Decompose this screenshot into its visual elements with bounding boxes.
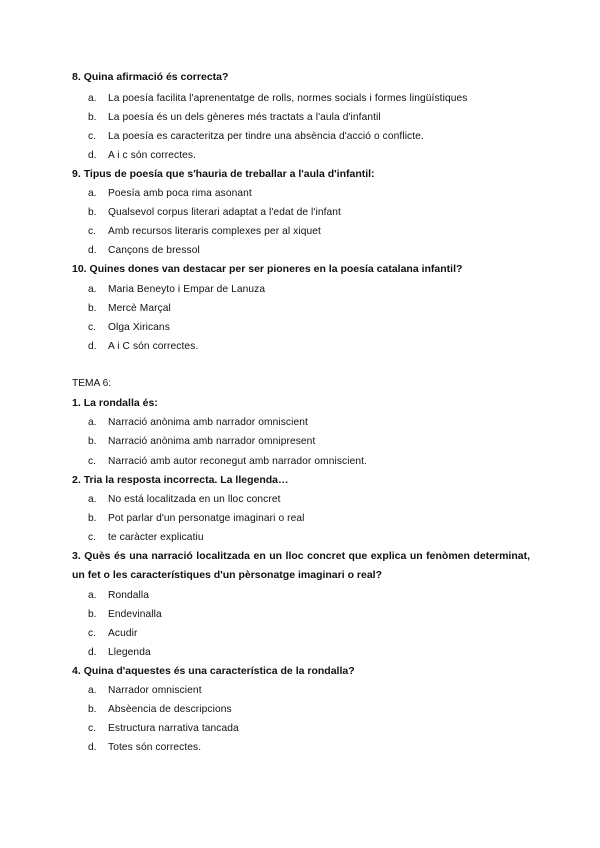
question-10: 10. Quines dones van destacar per ser pioneres en la poesía catalana infantil? <box>72 263 463 275</box>
tema6-question-1: 1. La rondalla és: <box>72 397 158 409</box>
tema6-question-4-option-b: b. Absèencia de descripcions <box>88 704 232 715</box>
tema6-question-2-option-c: c. te caràcter explicatiu <box>88 532 204 543</box>
question-8-option-c: c. La poesía es caracteritza per tindre una absència d'acció o conflicte. <box>88 131 424 142</box>
question-8-option-b: b. La poesía és un dels gèneres més tractats a l'aula d'infantil <box>88 112 381 123</box>
question-10-option-c: c. Olga Xiricans <box>88 322 170 333</box>
question-9-option-c: c. Amb recursos literaris complexes per al xiquet <box>88 226 321 237</box>
question-8-option-a: a. La poesía facilita l'aprenentatge de rolls, normes socials i formes lingüístiques <box>88 93 468 104</box>
section-title: TEMA 6: <box>72 378 112 389</box>
tema6-question-3-option-d: d. Llegenda <box>88 647 151 658</box>
question-10-option-a: a. Maria Beneyto i Empar de Lanuza <box>88 284 266 295</box>
tema6-question-1-option-a: a. Narració anònima amb narrador omniscient <box>88 417 308 428</box>
tema6-question-2-option-b: b. Pot parlar d'un personatge imaginari o real <box>88 513 305 524</box>
tema6-question-3-option-a: a. Rondalla <box>88 590 150 601</box>
tema6-question-4: 4. Quina d'aquestes és una característica de la rondalla? <box>72 665 355 677</box>
question-8-option-d: d. A i c són correctes. <box>88 150 197 161</box>
tema6-question-2-option-a: a. No está localitzada en un lloc concret <box>88 494 281 505</box>
question-9-option-a: a. Poesía amb poca rima asonant <box>88 188 252 199</box>
tema6-question-1-option-c: c. Narració amb autor reconegut amb narrador omniscient. <box>88 456 367 467</box>
tema6-question-4-option-c: c. Estructura narrativa tancada <box>88 723 239 734</box>
tema6-question-3-option-c: c. Acudir <box>88 628 138 639</box>
question-10-option-d: d. A i C són correctes. <box>88 341 199 352</box>
tema6-question-1-option-b: b. Narració anònima amb narrador omnipresent <box>88 436 316 447</box>
tema6-question-4-option-d: d. Totes són correctes. <box>88 742 202 753</box>
question-10-option-b: b. Mercè Marçal <box>88 303 171 314</box>
tema6-question-4-option-a: a. Narrador omniscient <box>88 685 202 696</box>
tema6-question-2: 2. Tria la resposta incorrecta. La llegenda… <box>72 474 289 486</box>
question-9-option-b: b. Qualsevol corpus literari adaptat a l'edat de l'infant <box>88 207 341 218</box>
tema6-question-3: 3. Quès és una narració localitzada en un lloc concret que explica un fenòmen determinat, un fet o les característiques d'un pèrsonatge imaginari o real? <box>72 550 530 581</box>
question-8: 8. Quina afirmació és correcta? <box>72 71 229 83</box>
question-9-option-d: d. Cançons de bressol <box>88 245 200 256</box>
tema6-question-3-option-b: b. Endevinalla <box>88 609 162 620</box>
question-9: 9. Tipus de poesía que s'hauria de treballar a l'aula d'infantil: <box>72 168 375 180</box>
